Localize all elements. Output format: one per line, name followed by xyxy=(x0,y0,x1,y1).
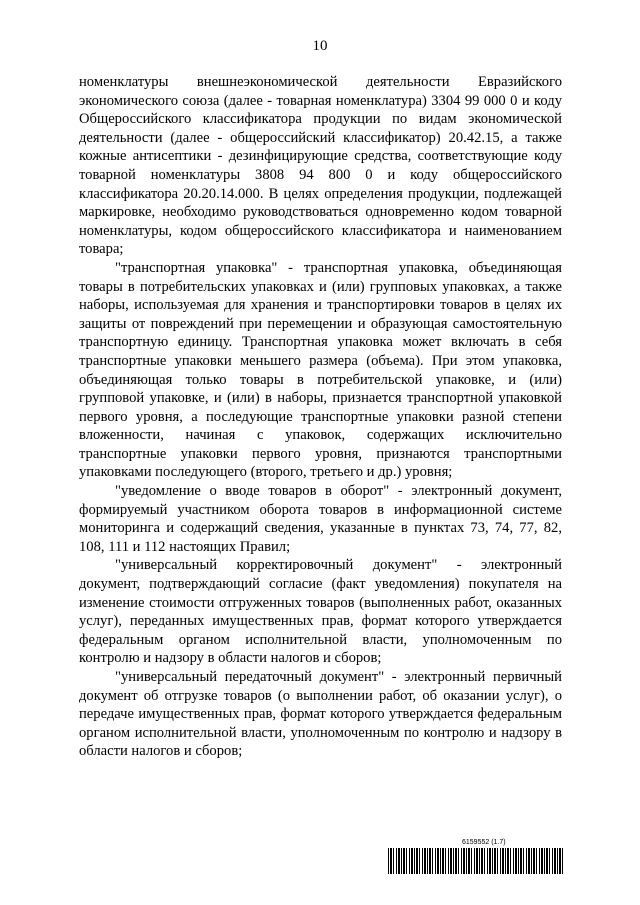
paragraph-nomenclature-continuation: номенклатуры внешнеэкономической деятельности Евразийского экономического союза (далее - товарная номенклатура) 3304 99 000 0 и коду Общероссийского классификатора продукции по видам экономической деятельности (далее - общероссийский классификатор) 20.42.15, а также кожные антисептики - дезинфицирующие средства, соответствующие коду товарной номенклатуры 3808 94 800 0 и коду общероссийского классификатора 20.20.14.000. В целях определения продукции, подлежащей маркировке, необходимо руководствоваться одновременно кодом товарной номенклатуры, кодом общероссийского классификатора и наименованием товара; xyxy=(79,74,562,258)
paragraph-notification: "уведомление о вводе товаров в оборот" - электронный документ, формируемый участником оборота товаров в информационной системе мониторинга и содержащий сведения, указанные в пунктах 73, 74, 77, 82, 108, 111 и 112 настоящих Правил; xyxy=(79,483,562,555)
page-number: 10 xyxy=(312,38,328,54)
paragraph-universal-correction-document: "универсальный корректировочный документ" - электронный документ, подтверждающий согласие (факт уведомления) покупателя на изменение стоимости отгруженных товаров (выполненных работ, оказанных услуг), переданных имущественных прав, формат которого утверждается федеральным органом исполнительной власти, уполномоченным по контролю и надзору в области налогов и сборов; xyxy=(79,557,562,667)
barcode-image xyxy=(388,848,564,874)
document-body xyxy=(79,73,562,761)
barcode-label: 6159552 (1.7) xyxy=(462,839,506,846)
paragraph-transport-packaging: "транспортная упаковка" - транспортная упаковка, объединяющая товары в потребительских упаковках и (или) групповых упаковках, а также наборы, используемая для хранения и транспортировки товаров в целях их защиты от повреждений при перемещении и образующая самостоятельную транспортную единицу. Транспортная упаковка может включать в себя транспортные упаковки меньшего размера (объема). При этом упаковка, объединяющая только товары в потребительской упаковке, и (или) групповой упаковке, и (или) в наборы, признается транспортной упаковкой первого уровня, а последующие транспортные упаковки разной степени вложенности, начиная с упаковок, содержащих исключительно транспортные упаковки первого уровня, признаются транспортными упаковками последующего (второго, третьего и др.) уровня; xyxy=(79,259,562,481)
paragraph-universal-transfer-document: "универсальный передаточный документ" - электронный первичный документ об отгрузке товаров (о выполнении работ, об оказании услуг), о передаче имущественных прав, формат которого утверждается федеральным органом исполнительной власти, уполномоченным по контролю и надзору в области налогов и сборов; xyxy=(79,669,562,760)
